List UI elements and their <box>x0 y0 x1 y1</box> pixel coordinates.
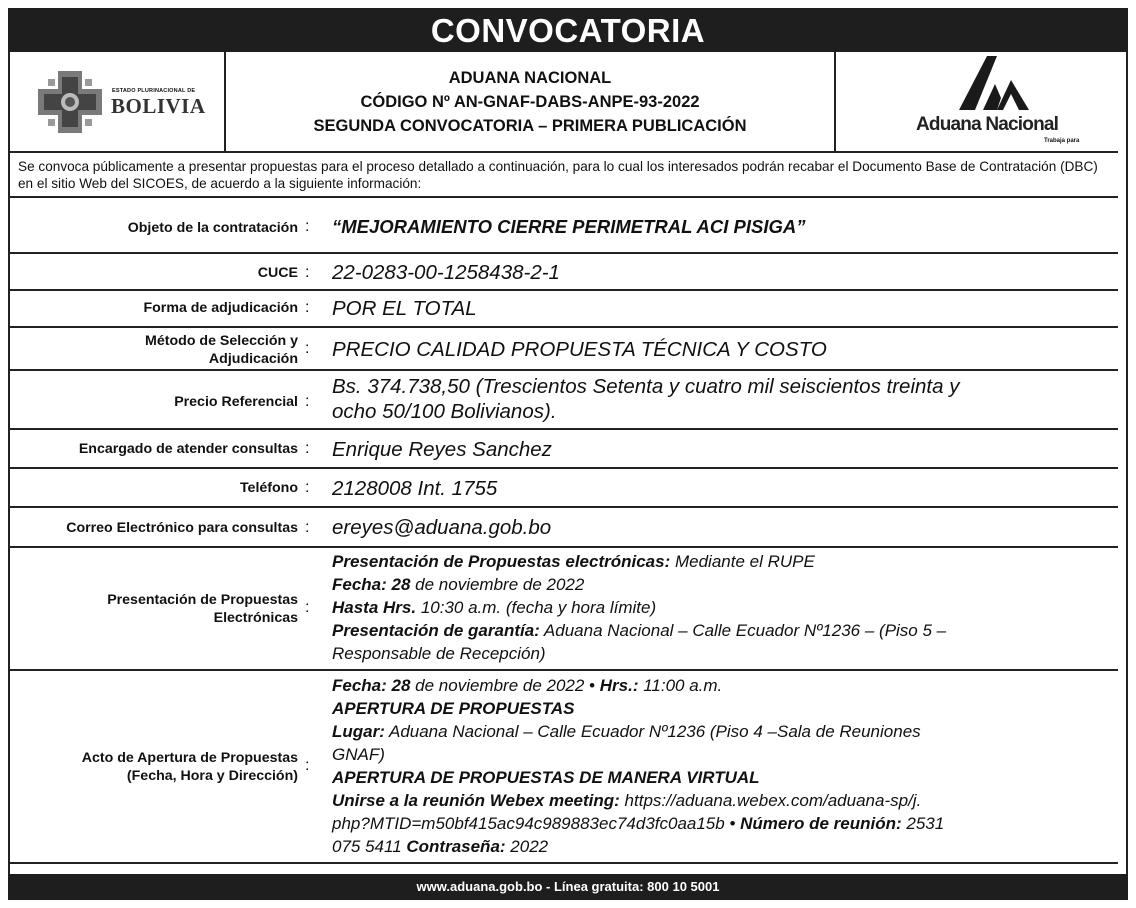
divider <box>10 196 1118 198</box>
header-line-3: SEGUNDA CONVOCATORIA – PRIMERA PUBLICACIÓN <box>313 117 747 135</box>
value-apertura <box>332 674 944 858</box>
divider <box>10 546 1118 548</box>
apertura-line-1-text: de noviembre de 2022 • <box>410 676 600 695</box>
apertura-line-2: APERTURA DE PROPUESTAS <box>332 699 575 718</box>
intro-paragraph: Se convoca públicamente a presentar propuestas para el proceso detallado a continuación, para lo cual los interesados podrán recabar el Documento Base de Contratación (DBC) en el sitio Web del SICOES, de acuerdo a la siguiente información: <box>18 159 1098 191</box>
label-apertura <box>82 749 298 785</box>
footer: www.aduana.gob.bo - Línea gratuita: 800 10 5001 <box>8 874 1128 900</box>
bolivia-logo-small-text: ESTADO PLURINACIONAL DE <box>112 88 196 94</box>
presentacion-line-1-text: Mediante el RUPE <box>670 552 815 571</box>
colon: : <box>305 757 310 774</box>
presentacion-line-3 <box>332 596 946 619</box>
divider <box>10 506 1118 508</box>
aduana-mountain-logo-icon <box>957 54 1033 112</box>
divider <box>10 428 1118 430</box>
value-presentacion <box>332 550 946 665</box>
apertura-line-1-text-2: 11:00 a.m. <box>638 676 723 695</box>
apertura-line-5: APERTURA DE PROPUESTAS DE MANERA VIRTUAL <box>332 768 760 787</box>
label-metodo <box>145 332 298 368</box>
label-objeto: Objeto de la contratación <box>127 220 298 236</box>
divider <box>10 369 1118 371</box>
apertura-line-6-bold: Unirse a la reunión Webex meeting: <box>332 791 620 810</box>
divider <box>10 669 1118 671</box>
apertura-line-1 <box>332 674 944 697</box>
colon: : <box>305 440 310 457</box>
label-presentacion <box>107 591 298 627</box>
bolivia-logo-text: BOLIVIA <box>111 94 206 118</box>
webex-link-part-1[interactable]: https://aduana.webex.com/aduana-sp/j. <box>619 791 922 810</box>
bolivia-logo-cell <box>18 52 226 151</box>
label-metodo-line-2: Adjudicación <box>208 351 298 367</box>
apertura-line-3-bold: Lugar: <box>332 722 385 741</box>
presentacion-line-5: Responsable de Recepción) <box>332 644 546 663</box>
colon: : <box>305 299 310 316</box>
apertura-line-7-bold: Número de reunión: <box>740 814 902 833</box>
value-encargado: Enrique Reyes Sanchez <box>332 438 552 461</box>
header-line-2: CÓDIGO Nº AN-GNAF-DABS-ANPE-93-2022 <box>360 93 700 111</box>
value-telefono: 2128008 Int. 1755 <box>332 477 498 500</box>
value-objeto: “MEJORAMIENTO CIERRE PERIMETRAL ACI PISIGA” <box>332 216 806 237</box>
divider <box>10 326 1118 328</box>
value-correo[interactable]: ereyes@aduana.gob.bo <box>332 516 552 539</box>
divider <box>10 467 1118 469</box>
presentacion-line-4-text: Aduana Nacional – Calle Ecuador Nº1236 – (Piso 5 – <box>539 621 947 640</box>
apertura-line-4: GNAF) <box>332 745 385 764</box>
colon: : <box>305 264 310 281</box>
divider <box>10 862 1118 864</box>
apertura-line-3 <box>332 720 944 743</box>
header <box>10 52 1118 153</box>
label-telefono: Teléfono <box>239 480 298 496</box>
aduana-logo-cell <box>836 52 1118 151</box>
apertura-line-8 <box>332 835 944 858</box>
label-metodo-line-1: Método de Selección y <box>145 333 298 349</box>
apertura-line-1-bold: Fecha: 28 <box>332 676 411 695</box>
value-cuce: 22-0283-00-1258438-2-1 <box>332 261 560 284</box>
divider <box>10 252 1118 254</box>
presentacion-line-4 <box>332 619 946 642</box>
presentacion-line-4-bold: Presentación de garantía: <box>332 621 540 640</box>
value-precio <box>332 374 959 424</box>
presentacion-line-3-bold: Hasta Hrs. <box>332 598 417 617</box>
label-presentacion-line-1: Presentación de Propuestas <box>107 592 298 608</box>
colon: : <box>305 599 310 616</box>
bolivia-coat-of-arms-icon <box>34 69 106 135</box>
presentacion-line-2-bold: Fecha: 28 <box>332 575 411 594</box>
colon: : <box>305 218 310 235</box>
apertura-line-8-text: 075 5411 <box>332 837 407 856</box>
apertura-line-6 <box>332 789 944 812</box>
divider <box>10 289 1118 291</box>
label-forma: Forma de adjudicación <box>143 300 298 316</box>
page-title: CONVOCATORIA <box>8 8 1128 52</box>
apertura-line-7 <box>332 812 944 835</box>
colon: : <box>305 340 310 357</box>
webex-link-part-2[interactable]: php?MTID=m50bf415ac94c989883ec74d3fc0aa15b • <box>332 814 741 833</box>
apertura-line-8-bold: Contraseña: <box>406 837 506 856</box>
apertura-line-1-bold-2: Hrs.: <box>599 676 639 695</box>
label-encargado: Encargado de atender consultas <box>78 441 298 457</box>
label-presentacion-line-2: Electrónicas <box>213 610 298 626</box>
header-title-block <box>226 52 836 151</box>
colon: : <box>305 479 310 496</box>
label-cuce: CUCE <box>257 265 298 281</box>
colon: : <box>305 519 310 536</box>
label-correo: Correo Electrónico para consultas <box>66 520 298 536</box>
value-metodo: PRECIO CALIDAD PROPUESTA TÉCNICA Y COSTO <box>332 338 827 361</box>
presentacion-line-1 <box>332 550 946 573</box>
aduana-logo-name: Aduana Nacional <box>916 114 1059 135</box>
label-apertura-line-2: (Fecha, Hora y Dirección) <box>126 768 298 784</box>
presentacion-line-2 <box>332 573 946 596</box>
presentacion-line-1-bold: Presentación de Propuestas electrónicas: <box>332 552 671 571</box>
value-forma: POR EL TOTAL <box>332 297 477 320</box>
presentacion-line-3-text: 10:30 a.m. (fecha y hora límite) <box>416 598 657 617</box>
colon: : <box>305 393 310 410</box>
value-precio-line-2: ocho 50/100 Bolivianos). <box>332 400 557 423</box>
value-precio-line-1: Bs. 374.738,50 (Trescientos Setenta y cuatro mil seiscientos treinta y <box>332 375 960 398</box>
label-precio: Precio Referencial <box>174 394 298 410</box>
label-apertura-line-1: Acto de Apertura de Propuestas <box>81 750 298 766</box>
apertura-line-3-text: Aduana Nacional – Calle Ecuador Nº1236 (Piso 4 –Sala de Reuniones <box>384 722 921 741</box>
presentacion-line-2-text: de noviembre de 2022 <box>410 575 585 594</box>
aduana-logo-tagline: Trabaja para <box>1044 138 1080 144</box>
header-line-1: ADUANA NACIONAL <box>448 69 612 87</box>
apertura-line-7-text: 2531 <box>901 814 945 833</box>
apertura-line-8-text-2: 2022 <box>505 837 549 856</box>
